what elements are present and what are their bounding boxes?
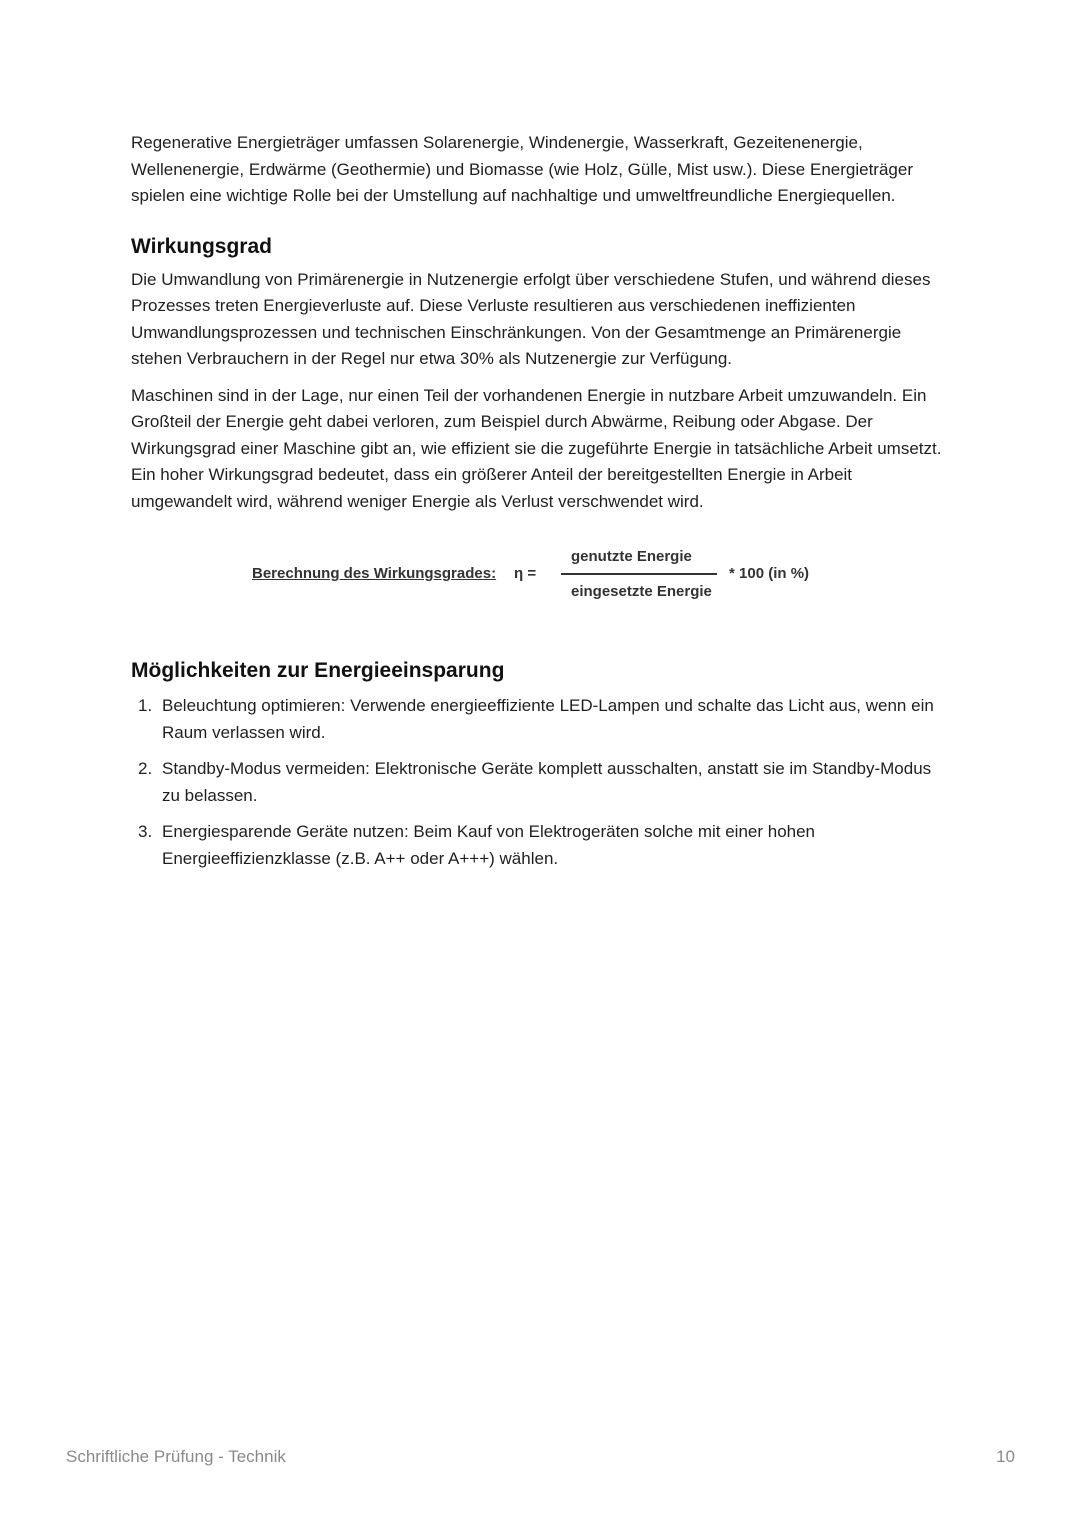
fraction-bar	[561, 573, 717, 575]
list-item-text: Beleuchtung optimieren: Verwende energieeffiziente LED-Lampen und schalte das Licht aus, wenn ein Raum verlassen wird.	[162, 696, 934, 742]
formula-symbol: η =	[514, 565, 537, 582]
list-item-number: 2.	[138, 759, 153, 778]
formula-factor: * 100 (in %)	[729, 565, 810, 582]
page-content	[131, 130, 951, 872]
page-number: 10	[996, 1447, 1015, 1466]
list-item	[131, 819, 951, 872]
list-item-text: Energiesparende Geräte nutzen: Beim Kauf von Elektrogeräten solche mit einer hohen Energieeffizienzklasse (z.B. A++ oder A+++) wählen.	[162, 822, 816, 868]
list-item-text: Standby-Modus vermeiden: Elektronische Geräte komplett ausschalten, anstatt sie im Standby-Modus zu belassen.	[162, 759, 932, 805]
wirkungsgrad-paragraph-1: Die Umwandlung von Primärenergie in Nutzenergie erfolgt über verschiedene Stufen, und während dieses Prozesses treten Energieverluste auf. Diese Verluste resultieren aus verschiedenen ineffizienten Umwandlungsprozessen und technischen Einschränkungen. Von der Gesamtmenge an Primärenergie stehen Verbrauchern in der Regel nur etwa 30% als Nutzenergie zur Verfügung.	[131, 269, 931, 368]
list-item	[131, 756, 951, 809]
formula-label: Berechnung des Wirkungsgrades:	[252, 565, 497, 582]
footer-title: Schriftliche Prüfung - Technik	[66, 1447, 286, 1466]
list-item-number: 1.	[138, 696, 153, 715]
efficiency-formula	[131, 542, 951, 622]
section-heading-wirkungsgrad: Wirkungsgrad	[131, 234, 272, 258]
formula-denominator: eingesetzte Energie	[571, 583, 712, 600]
list-item	[131, 693, 951, 746]
formula-numerator: genutzte Energie	[571, 548, 692, 565]
energy-saving-list	[131, 693, 951, 872]
section-heading-energieeinsparung: Möglichkeiten zur Energieeinsparung	[131, 659, 505, 682]
intro-paragraph: Regenerative Energieträger umfassen Solarenergie, Windenergie, Wasserkraft, Gezeitenenergie, Wellenenergie, Erdwärme (Geothermie) und Biomasse (wie Holz, Gülle, Mist usw.). Diese Energieträger spielen eine wichtige Rolle bei der Umstellung auf nachhaltige und umweltfreundliche Energiequellen.	[131, 133, 913, 205]
list-item-number: 3.	[138, 822, 153, 841]
wirkungsgrad-paragraph-2: Maschinen sind in der Lage, nur einen Teil der vorhandenen Energie in nutzbare Arbeit umzuwandeln. Ein Großteil der Energie geht dabei verloren, zum Beispiel durch Abwärme, Reibung oder Abgase. Der Wirkungsgrad einer Maschine gibt an, wie effizient sie die zugeführte Energie in tatsächliche Arbeit umsetzt. Ein hoher Wirkungsgrad bedeutet, dass ein größerer Anteil der bereitgestellten Energie in Arbeit umgewandelt wird, während weniger Energie als Verlust verschwendet wird.	[131, 385, 942, 511]
